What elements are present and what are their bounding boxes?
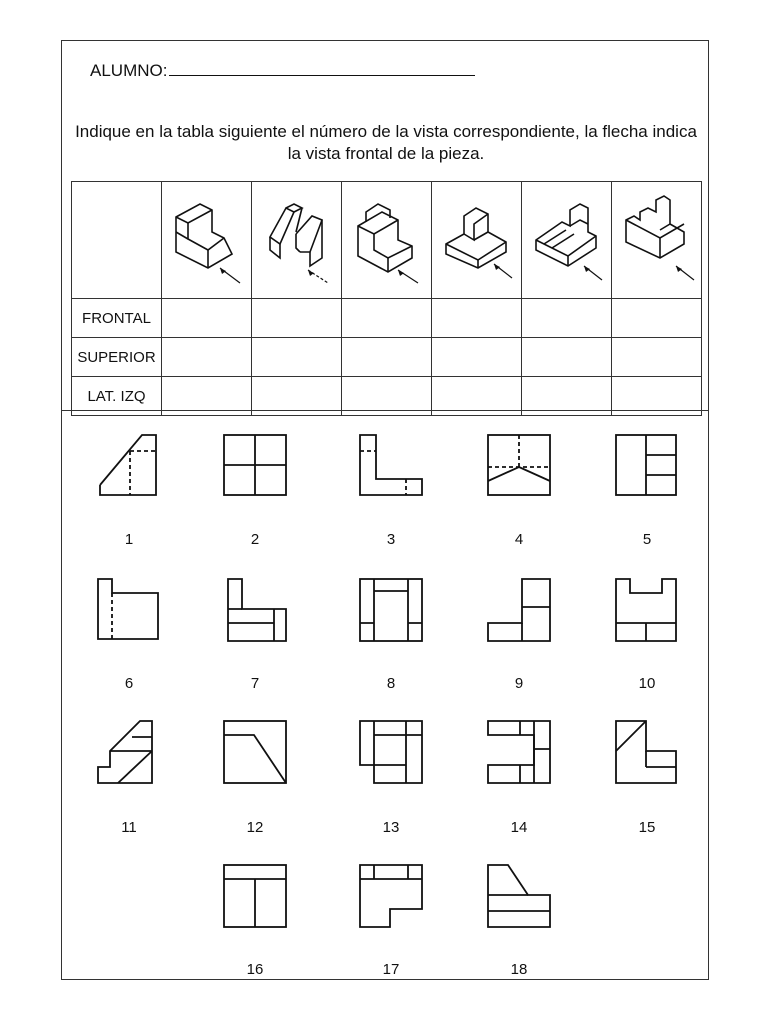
view-6 bbox=[84, 577, 174, 692]
answer-cell[interactable] bbox=[342, 299, 432, 338]
view-number: 1 bbox=[124, 531, 134, 548]
row-label-frontal: FRONTAL bbox=[72, 299, 162, 338]
view-8 bbox=[346, 577, 436, 692]
answer-cell[interactable] bbox=[522, 299, 612, 338]
orthographic-view-5-icon bbox=[612, 433, 682, 501]
orthographic-view-10-icon bbox=[612, 577, 682, 645]
answer-cell[interactable] bbox=[432, 299, 522, 338]
orthographic-view-1-icon bbox=[94, 433, 164, 501]
view-number: 5 bbox=[642, 531, 652, 548]
student-name-field[interactable] bbox=[90, 61, 475, 81]
view-18 bbox=[474, 863, 564, 978]
row-label-superior: SUPERIOR bbox=[72, 338, 162, 377]
view-10 bbox=[602, 577, 692, 692]
view-number: 2 bbox=[250, 531, 260, 548]
orthographic-view-18-icon bbox=[484, 863, 554, 931]
view-number: 6 bbox=[124, 675, 134, 692]
worksheet bbox=[61, 40, 709, 980]
answer-cell[interactable] bbox=[162, 338, 252, 377]
piece-5 bbox=[522, 182, 612, 299]
answer-cell[interactable] bbox=[522, 338, 612, 377]
orthographic-view-15-icon bbox=[612, 719, 682, 789]
instructions: Indique en la tabla siguiente el número de la vista correspondiente, la flecha indica la vista frontal de la pieza. bbox=[75, 122, 697, 163]
orthographic-view-14-icon bbox=[484, 719, 554, 789]
view-number: 7 bbox=[250, 675, 260, 692]
view-number: 16 bbox=[246, 961, 264, 978]
orthographic-view-8-icon bbox=[356, 577, 426, 645]
view-number: 14 bbox=[510, 819, 528, 836]
view-3 bbox=[346, 433, 436, 548]
orthographic-view-17-icon bbox=[356, 863, 426, 931]
view-number: 10 bbox=[638, 675, 656, 692]
view-number: 13 bbox=[382, 819, 400, 836]
view-15 bbox=[602, 719, 692, 836]
view-7 bbox=[210, 577, 300, 692]
view-1 bbox=[84, 433, 174, 548]
view-number: 12 bbox=[246, 819, 264, 836]
answer-cell[interactable] bbox=[252, 299, 342, 338]
view-17 bbox=[346, 863, 436, 978]
answer-table bbox=[71, 181, 702, 416]
piece-4 bbox=[432, 182, 522, 299]
view-14 bbox=[474, 719, 564, 836]
orthographic-view-11-icon bbox=[94, 719, 164, 789]
answer-cell[interactable] bbox=[432, 338, 522, 377]
view-5 bbox=[602, 433, 692, 548]
student-name-line[interactable] bbox=[169, 61, 475, 76]
section-divider bbox=[62, 410, 708, 411]
table-corner bbox=[72, 182, 162, 299]
piece-3 bbox=[342, 182, 432, 299]
answer-cell[interactable] bbox=[612, 338, 702, 377]
isometric-piece-1-icon bbox=[162, 182, 251, 293]
answer-cell[interactable] bbox=[612, 299, 702, 338]
view-4 bbox=[474, 433, 564, 548]
piece-6 bbox=[612, 182, 702, 299]
view-number: 11 bbox=[121, 819, 137, 836]
view-number: 9 bbox=[514, 675, 524, 692]
view-2 bbox=[210, 433, 300, 548]
view-13 bbox=[346, 719, 436, 836]
piece-2 bbox=[252, 182, 342, 299]
orthographic-view-4-icon bbox=[484, 433, 554, 501]
view-number: 8 bbox=[386, 675, 396, 692]
isometric-piece-2-icon bbox=[252, 182, 341, 293]
orthographic-view-2-icon bbox=[220, 433, 290, 501]
orthographic-view-7-icon bbox=[220, 577, 290, 645]
isometric-piece-4-icon bbox=[432, 182, 521, 293]
view-16 bbox=[210, 863, 300, 978]
orthographic-view-3-icon bbox=[356, 433, 426, 501]
isometric-piece-6-icon bbox=[612, 182, 701, 293]
isometric-piece-3-icon bbox=[342, 182, 431, 293]
view-9 bbox=[474, 577, 564, 692]
view-number: 4 bbox=[514, 531, 524, 548]
view-number: 17 bbox=[382, 961, 400, 978]
piece-1 bbox=[162, 182, 252, 299]
view-11 bbox=[84, 719, 174, 836]
orthographic-view-12-icon bbox=[220, 719, 290, 789]
view-number: 15 bbox=[638, 819, 656, 836]
answer-cell[interactable] bbox=[342, 338, 432, 377]
view-12 bbox=[210, 719, 300, 836]
student-label: ALUMNO: bbox=[90, 61, 168, 80]
view-number: 18 bbox=[510, 961, 528, 978]
orthographic-view-9-icon bbox=[484, 577, 554, 645]
orthographic-view-13-icon bbox=[356, 719, 426, 789]
answer-cell[interactable] bbox=[162, 299, 252, 338]
row-label-lat-izq: LAT. IZQ bbox=[72, 377, 162, 416]
orthographic-view-6-icon bbox=[94, 577, 164, 645]
view-number: 3 bbox=[386, 531, 396, 548]
orthographic-view-16-icon bbox=[220, 863, 290, 931]
answer-cell[interactable] bbox=[252, 338, 342, 377]
isometric-piece-5-icon bbox=[522, 182, 611, 293]
